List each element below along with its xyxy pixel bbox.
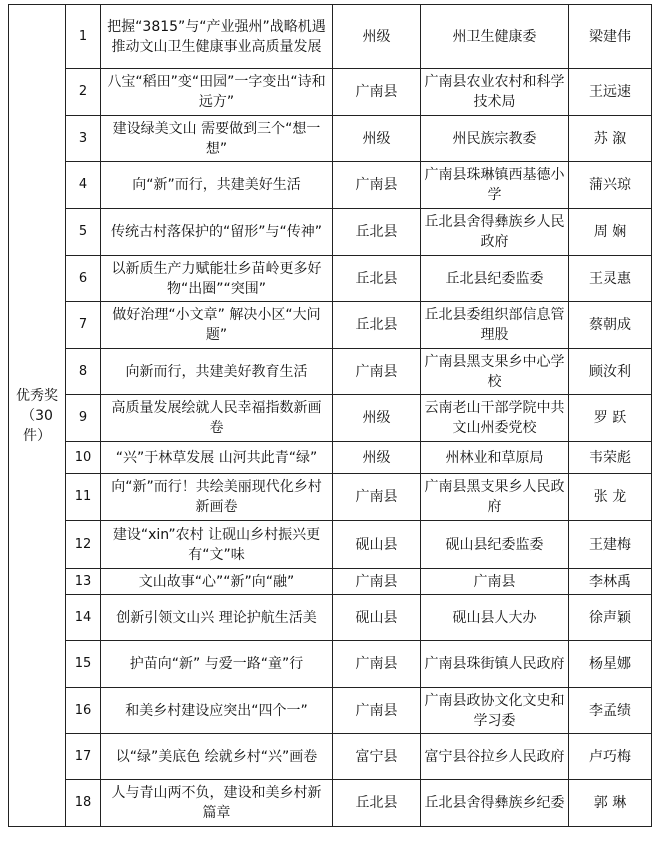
author-cell: 张 龙: [569, 474, 652, 521]
table-row: [9, 349, 652, 395]
level-cell: 丘北县: [333, 780, 421, 827]
article-title-cell: 建设“xin”农村 让砚山乡村振兴更有“文”味: [101, 521, 333, 569]
table-row: [9, 521, 652, 569]
unit-cell: 丘北县纪委监委: [421, 256, 569, 302]
author-cell: 卢巧梅: [569, 734, 652, 780]
row-number-cell: 7: [66, 302, 101, 349]
table-row: [9, 734, 652, 780]
author-cell: 李林禹: [569, 569, 652, 595]
table-row: [9, 474, 652, 521]
unit-cell: 州林业和草原局: [421, 442, 569, 474]
award-category-cell: 优秀奖（30件）: [9, 5, 66, 827]
row-number-cell: 9: [66, 395, 101, 442]
article-title-cell: 向“新”而行！共绘美丽现代化乡村新画卷: [101, 474, 333, 521]
level-cell: 广南县: [333, 641, 421, 688]
row-number-cell: 8: [66, 349, 101, 395]
article-title-cell: 向“新”而行，共建美好生活: [101, 162, 333, 209]
level-cell: 广南县: [333, 474, 421, 521]
article-title-cell: 文山故事“心”“新”向“融”: [101, 569, 333, 595]
table-row: [9, 116, 652, 162]
article-title-cell: 和美乡村建设应突出“四个一”: [101, 688, 333, 734]
author-cell: 王远速: [569, 69, 652, 116]
article-title-cell: 创新引领文山兴 理论护航生活美: [101, 595, 333, 641]
table-row: [9, 688, 652, 734]
table-row: [9, 209, 652, 256]
table-row: [9, 569, 652, 595]
table-row: [9, 641, 652, 688]
unit-cell: 广南县珠琳镇西基德小学: [421, 162, 569, 209]
row-number-cell: 4: [66, 162, 101, 209]
level-cell: 砚山县: [333, 521, 421, 569]
level-cell: 丘北县: [333, 256, 421, 302]
article-title-cell: 传统古村落保护的“留形”与“传神”: [101, 209, 333, 256]
row-number-cell: 15: [66, 641, 101, 688]
award-table: [8, 4, 652, 827]
unit-cell: 丘北县舍得彝族乡纪委: [421, 780, 569, 827]
row-number-cell: 17: [66, 734, 101, 780]
unit-cell: 砚山县纪委监委: [421, 521, 569, 569]
unit-cell: 广南县黑支果乡人民政府: [421, 474, 569, 521]
row-number-cell: 6: [66, 256, 101, 302]
unit-cell: 广南县珠街镇人民政府: [421, 641, 569, 688]
unit-cell: 州民族宗教委: [421, 116, 569, 162]
article-title-cell: 向新而行，共建美好教育生活: [101, 349, 333, 395]
unit-cell: 广南县政协文化文史和学习委: [421, 688, 569, 734]
author-cell: 周 娴: [569, 209, 652, 256]
article-title-cell: 做好治理“小文章” 解决小区“大问题”: [101, 302, 333, 349]
author-cell: 王灵惠: [569, 256, 652, 302]
level-cell: 富宁县: [333, 734, 421, 780]
row-number-cell: 11: [66, 474, 101, 521]
row-number-cell: 13: [66, 569, 101, 595]
table-row: [9, 256, 652, 302]
unit-cell: 广南县黑支果乡中心学校: [421, 349, 569, 395]
article-title-cell: 高质量发展绘就人民幸福指数新画卷: [101, 395, 333, 442]
author-cell: 郭 琳: [569, 780, 652, 827]
table-row: [9, 302, 652, 349]
level-cell: 广南县: [333, 569, 421, 595]
author-cell: 顾汝利: [569, 349, 652, 395]
author-cell: 王建梅: [569, 521, 652, 569]
level-cell: 广南县: [333, 69, 421, 116]
author-cell: 蔡朝成: [569, 302, 652, 349]
table-row: [9, 780, 652, 827]
row-number-cell: 16: [66, 688, 101, 734]
row-number-cell: 18: [66, 780, 101, 827]
article-title-cell: 八宝“稻田”变“田园”一字变出“诗和远方”: [101, 69, 333, 116]
table-row: [9, 162, 652, 209]
award-table-body: [9, 5, 652, 827]
row-number-cell: 1: [66, 5, 101, 69]
row-number-cell: 14: [66, 595, 101, 641]
table-row: [9, 442, 652, 474]
article-title-cell: 建设绿美文山 需要做到三个“想一想”: [101, 116, 333, 162]
author-cell: 梁建伟: [569, 5, 652, 69]
author-cell: 苏 溆: [569, 116, 652, 162]
unit-cell: 广南县: [421, 569, 569, 595]
author-cell: 杨星娜: [569, 641, 652, 688]
unit-cell: 广南县农业农村和科学技术局: [421, 69, 569, 116]
table-row: [9, 595, 652, 641]
article-title-cell: “兴”于林草发展 山河共此青“绿”: [101, 442, 333, 474]
unit-cell: 丘北县舍得彝族乡人民政府: [421, 209, 569, 256]
level-cell: 州级: [333, 116, 421, 162]
author-cell: 徐声颖: [569, 595, 652, 641]
unit-cell: 砚山县人大办: [421, 595, 569, 641]
level-cell: 州级: [333, 395, 421, 442]
row-number-cell: 5: [66, 209, 101, 256]
level-cell: 州级: [333, 5, 421, 69]
author-cell: 罗 跃: [569, 395, 652, 442]
unit-cell: 州卫生健康委: [421, 5, 569, 69]
author-cell: 蒲兴琼: [569, 162, 652, 209]
row-number-cell: 10: [66, 442, 101, 474]
unit-cell: 富宁县谷拉乡人民政府: [421, 734, 569, 780]
level-cell: 广南县: [333, 162, 421, 209]
article-title-cell: 护苗向“新” 与爱一路“童”行: [101, 641, 333, 688]
row-number-cell: 3: [66, 116, 101, 162]
unit-cell: 丘北县委组织部信息管理股: [421, 302, 569, 349]
level-cell: 砚山县: [333, 595, 421, 641]
article-title-cell: 以“绿”美底色 绘就乡村“兴”画卷: [101, 734, 333, 780]
author-cell: 李孟绩: [569, 688, 652, 734]
table-row: [9, 69, 652, 116]
level-cell: 州级: [333, 442, 421, 474]
table-row: [9, 395, 652, 442]
level-cell: 丘北县: [333, 302, 421, 349]
author-cell: 韦荣彪: [569, 442, 652, 474]
unit-cell: 云南老山干部学院中共文山州委党校: [421, 395, 569, 442]
article-title-cell: 把握“3815”与“产业强州”战略机遇 推动文山卫生健康事业高质量发展: [101, 5, 333, 69]
article-title-cell: 人与青山两不负，建设和美乡村新篇章: [101, 780, 333, 827]
level-cell: 丘北县: [333, 209, 421, 256]
level-cell: 广南县: [333, 349, 421, 395]
level-cell: 广南县: [333, 688, 421, 734]
table-row: [9, 5, 652, 69]
row-number-cell: 2: [66, 69, 101, 116]
article-title-cell: 以新质生产力赋能壮乡苗岭更多好物“出圈”“突围”: [101, 256, 333, 302]
row-number-cell: 12: [66, 521, 101, 569]
